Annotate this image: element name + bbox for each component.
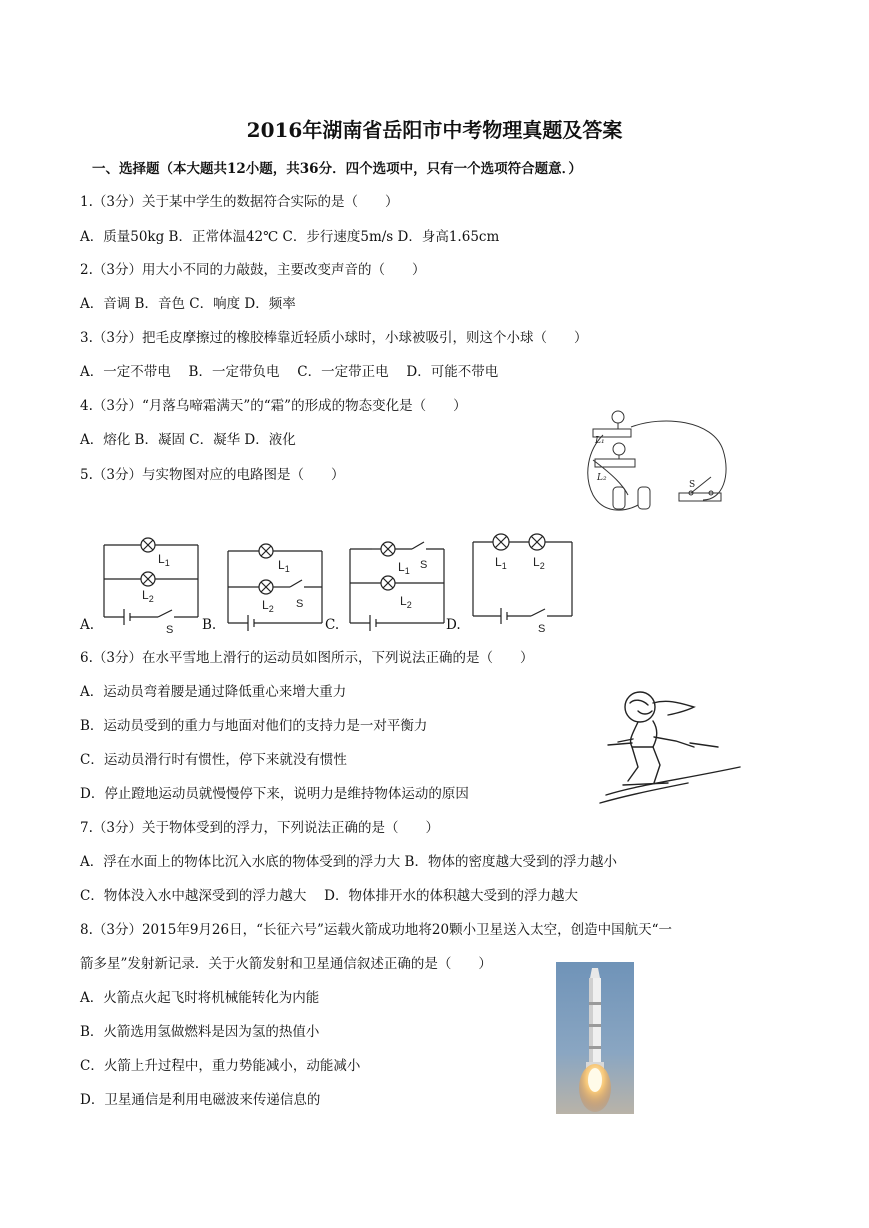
circuit-diagram-c xyxy=(342,535,452,635)
q4-stem: 4.（3分）“月落乌啼霜满天”的“霜”的形成的物态变化是（ ） xyxy=(80,398,467,414)
q5-option-b-label: B. xyxy=(202,617,217,633)
circuit-diagram-a xyxy=(96,535,206,635)
q8-option-d: D．卫星通信是利用电磁波来传递信息的 xyxy=(80,1092,321,1108)
q8-stem-line1: 8.（3分）2015年9月26日，“长征六号”运载火箭成功地将20颗小卫星送入太空，创造中国航天“一 xyxy=(80,922,672,938)
q5-option-a-label: A. xyxy=(80,617,95,633)
skier-figure xyxy=(598,685,743,807)
q8-option-b: B．火箭选用氢做燃料是因为氢的热值小 xyxy=(80,1024,320,1040)
circuit-diagram-b xyxy=(220,535,330,635)
q4-options: A．熔化 B．凝固 C．凝华 D．液化 xyxy=(80,432,296,448)
q7-options-ab: A．浮在水面上的物体比沉入水底的物体受到的浮力大 B．物体的密度越大受到的浮力越小 xyxy=(80,854,617,870)
diagram-b-l1-label: $L_1$ xyxy=(278,558,290,574)
rocket-photo xyxy=(556,962,634,1114)
q2-options: A．音调 B．音色 C．响度 D．频率 xyxy=(80,296,296,312)
diagram-d-l1-label: $L_1$ xyxy=(495,555,507,571)
photo-label-l1: L₁ xyxy=(595,436,605,446)
diagram-d-s-label: S xyxy=(538,623,546,635)
q1-options: A．质量50kg B．正常体温42℃ C．步行速度5m/s D．身高1.65cm xyxy=(80,229,500,245)
q6-option-c: C．运动员滑行时有惯性，停下来就没有惯性 xyxy=(80,752,347,768)
diagram-b-l2-label: $L_2$ xyxy=(262,598,274,614)
q1-stem: 1.（3分）关于某中学生的数据符合实际的是（ ） xyxy=(80,194,399,210)
q5-option-c-label: C. xyxy=(325,617,340,633)
diagram-a-s-label: S xyxy=(166,624,174,635)
diagram-d-l2-label: $L_2$ xyxy=(533,555,545,571)
document-title: 2016年湖南省岳阳市中考物理真题及答案 xyxy=(246,118,623,142)
q6-option-b: B．运动员受到的重力与地面对他们的支持力是一对平衡力 xyxy=(80,718,428,734)
section-heading: 一、选择题（本大题共12小题，共36分．四个选项中，只有一个选项符合题意．） xyxy=(92,161,582,177)
q5-option-d-label: D. xyxy=(446,617,461,633)
diagram-a-l1-label: $L_1$ xyxy=(158,552,170,568)
q8-stem-line2: 箭多星”发射新记录．关于火箭发射和卫星通信叙述正确的是（ ） xyxy=(80,956,492,972)
q3-options: A．一定不带电 B．一定带负电 C．一定带正电 D．可能不带电 xyxy=(80,364,499,380)
q2-stem: 2.（3分）用大小不同的力敲鼓，主要改变声音的（ ） xyxy=(80,262,426,278)
photo-label-l2: L₂ xyxy=(597,473,607,483)
diagram-c-l1-label: $L_1$ xyxy=(398,560,410,576)
q6-option-a: A．运动员弯着腰是通过降低重心来增大重力 xyxy=(80,684,347,700)
diagram-c-s-label: S xyxy=(420,559,428,571)
q6-option-d: D．停止蹬地运动员就慢慢停下来，说明力是维持物体运动的原因 xyxy=(80,786,469,802)
q6-stem: 6.（3分）在水平雪地上滑行的运动员如图所示，下列说法正确的是（ ） xyxy=(80,650,534,666)
diagram-b-s-label: S xyxy=(296,598,304,610)
diagram-c-l2-label: $L_2$ xyxy=(400,594,412,610)
diagram-a-l2-label: $L_2$ xyxy=(142,588,154,604)
q7-stem: 7.（3分）关于物体受到的浮力，下列说法正确的是（ ） xyxy=(80,820,439,836)
photo-label-s: S xyxy=(689,480,696,490)
q8-option-a: A．火箭点火起飞时将机械能转化为内能 xyxy=(80,990,320,1006)
circuit-diagram-d xyxy=(465,530,580,635)
q7-options-cd: C．物体没入水中越深受到的浮力越大 D．物体排开水的体积越大受到的浮力越大 xyxy=(80,888,578,904)
q3-stem: 3.（3分）把毛皮摩擦过的橡胶棒靠近轻质小球时，小球被吸引，则这个小球（ ） xyxy=(80,330,588,346)
q5-stem: 5.（3分）与实物图对应的电路图是（ ） xyxy=(80,467,345,483)
circuit-photo-figure xyxy=(583,405,733,520)
q8-option-c: C．火箭上升过程中，重力势能减小，动能减小 xyxy=(80,1058,361,1074)
